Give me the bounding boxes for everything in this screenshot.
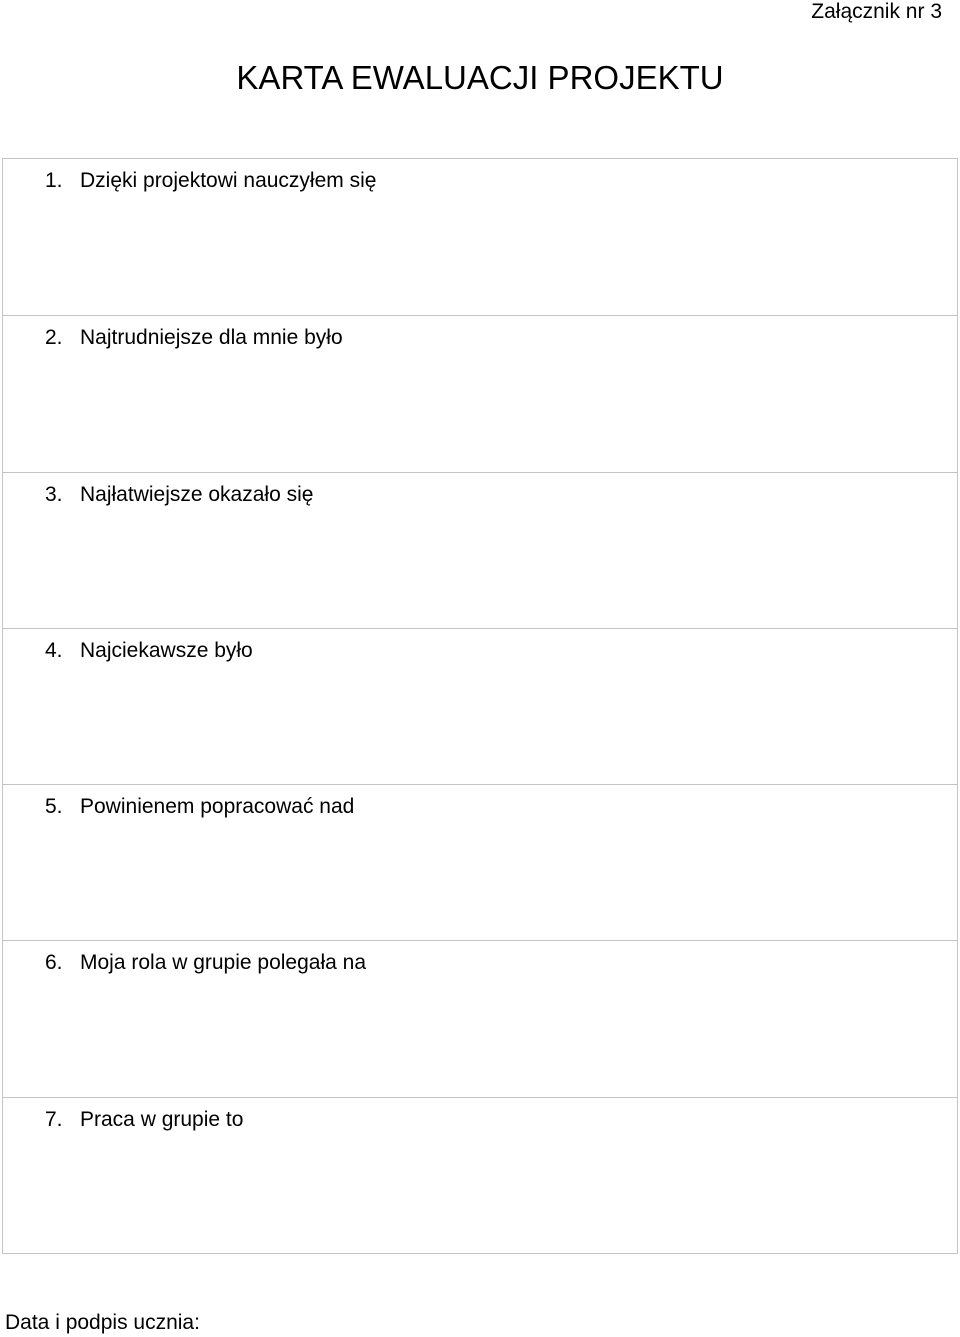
question-number: 7. [45,1107,63,1131]
question-text: Moja rola w grupie polegała na [80,951,367,975]
evaluation-form-table [2,158,958,1254]
attachment-label: Załącznik nr 3 [811,0,942,23]
page-title: KARTA EWALUACJI PROJEKTU [236,59,724,96]
question-text: Najłatwiejsze okazało się [80,482,314,506]
question-text: Powinienem popracować nad [80,795,355,819]
form-row-6[interactable] [3,940,957,1096]
form-row-3[interactable] [3,472,957,628]
form-row-1[interactable] [3,159,957,315]
form-row-4[interactable] [3,628,957,784]
form-row-5[interactable] [3,784,957,940]
question-number: 5. [45,795,63,819]
form-row-7[interactable] [3,1097,957,1253]
question-number: 3. [45,482,63,506]
question-number: 4. [45,638,63,662]
form-row-2[interactable] [3,315,957,471]
question-number: 2. [45,326,63,350]
question-number: 1. [45,169,63,192]
question-number: 6. [45,951,63,975]
signature-label: Data i podpis ucznia: [5,1311,200,1334]
question-text: Najtrudniejsze dla mnie było [80,326,343,350]
question-text: Praca w grupie to [80,1107,244,1131]
question-text: Najciekawsze było [80,638,253,662]
question-text: Dzięki projektowi nauczyłem się [80,169,377,192]
